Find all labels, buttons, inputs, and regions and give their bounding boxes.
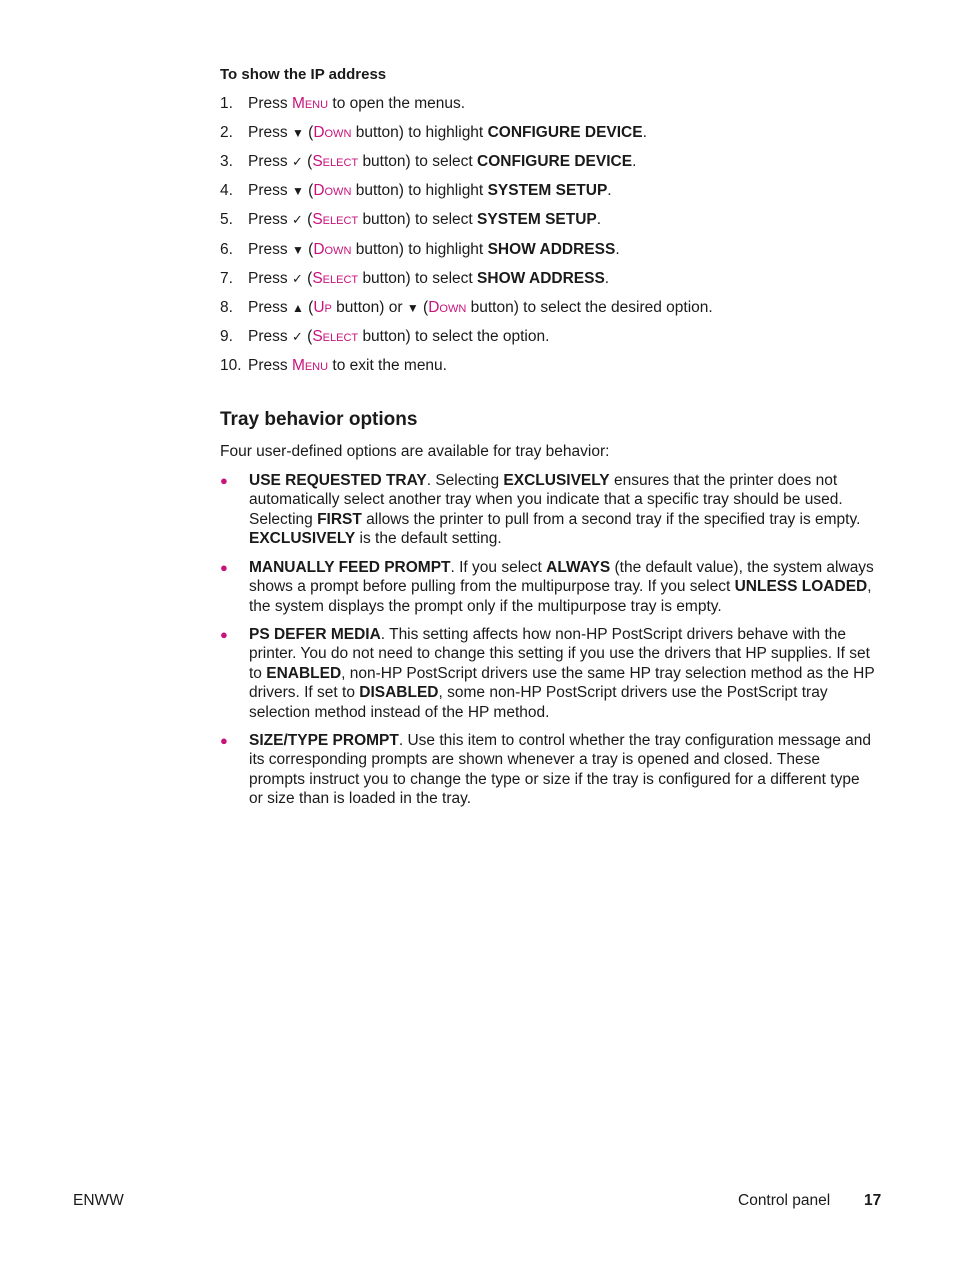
menu-key: Menu (291, 357, 329, 374)
bullet-ps-defer-media (220, 625, 875, 722)
step-3: 3. Press ✓ (Select button) to select CONFIGURE DEVICE. (220, 153, 637, 170)
select-key: Select (312, 153, 359, 170)
bullet-icon: ● (220, 560, 228, 575)
select-key: Select (312, 211, 359, 228)
up-key: Up (313, 299, 332, 316)
page-number: 17 (864, 1192, 882, 1209)
menu-key: Menu (291, 95, 329, 112)
down-arrow-icon: ▼ (291, 243, 304, 257)
down-arrow-icon: ▼ (291, 126, 304, 140)
step-4: 4. Press ▼ (Down button) to highlight SYSTEM SETUP. (220, 182, 612, 199)
bullet-text: MANUALLY FEED PROMPT. If you select ALWAYS (the default value), the system always shows a prompt before pulling from the multipurpose tray. If you select UNLESS LOADED, the system displays the prompt only if the multipurpose tray is empty. (249, 559, 874, 615)
down-key: Down (313, 182, 352, 199)
bullet-icon: ● (220, 473, 228, 488)
select-key: Select (312, 328, 359, 345)
bullet-icon: ● (220, 627, 228, 642)
down-key: Down (313, 124, 352, 141)
footer-left: ENWW (73, 1192, 124, 1209)
step-8: 8. Press ▲ (Up button) or ▼ (Down button) to select the desired option. (220, 299, 713, 316)
down-arrow-icon: ▼ (291, 184, 304, 198)
bullet-manually-feed-prompt (220, 558, 875, 616)
procedure-title: To show the IP address (220, 66, 387, 83)
step-6: 6. Press ▼ (Down button) to highlight SHOW ADDRESS. (220, 241, 620, 258)
select-key: Select (312, 270, 359, 287)
section-intro: Four user-defined options are available for tray behavior: (220, 443, 610, 460)
bullet-text: PS DEFER MEDIA. This setting affects how non-HP PostScript drivers behave with the printer. You do not need to change this setting if you use the drivers that HP supplies. If set to ENABLED, non-HP PostScript drivers use the same HP tray selection method as the HP drivers. If set to DISABLED, some non-HP PostScript drivers use the PostScript tray selection method instead of the HP method. (249, 626, 875, 721)
check-icon: ✓ (291, 271, 303, 286)
step-1: 1. Press Menu to open the menus. (220, 95, 466, 112)
bullet-icon: ● (220, 733, 228, 748)
bullet-text: SIZE/TYPE PROMPT. Use this item to control whether the tray configuration message and its corresponding prompts are shown whenever a tray is opened and closed. These prompts instruct you to change the type or size if the tray is configured for a different type or size than is loaded in the tray. (249, 732, 871, 808)
step-10: 10. Press Menu to exit the menu. (220, 357, 447, 374)
bullet-use-requested-tray (220, 471, 875, 549)
section-heading: Tray behavior options (220, 409, 418, 430)
step-7: 7. Press ✓ (Select button) to select SHOW ADDRESS. (220, 270, 610, 287)
step-5: 5. Press ✓ (Select button) to select SYSTEM SETUP. (220, 211, 602, 228)
footer-section: Control panel (738, 1192, 831, 1209)
down-key: Down (313, 241, 352, 258)
check-icon: ✓ (291, 329, 303, 344)
step-2: 2. Press ▼ (Down button) to highlight CONFIGURE DEVICE. (220, 124, 647, 141)
bullet-text: USE REQUESTED TRAY. Selecting EXCLUSIVELY ensures that the printer does not automatically select another tray when you indicate that a specific tray should be used. Selecting FIRST allows the printer to pull from a second tray if the specified tray is empty. EXCLUSIVELY is the default setting. (249, 472, 861, 548)
up-arrow-icon: ▲ (291, 301, 304, 315)
down-arrow-icon: ▼ (406, 301, 419, 315)
down-key: Down (428, 299, 467, 316)
step-9: 9. Press ✓ (Select button) to select the option. (220, 328, 550, 345)
check-icon: ✓ (291, 154, 303, 169)
check-icon: ✓ (291, 212, 303, 227)
bullet-size-type-prompt (220, 731, 875, 809)
